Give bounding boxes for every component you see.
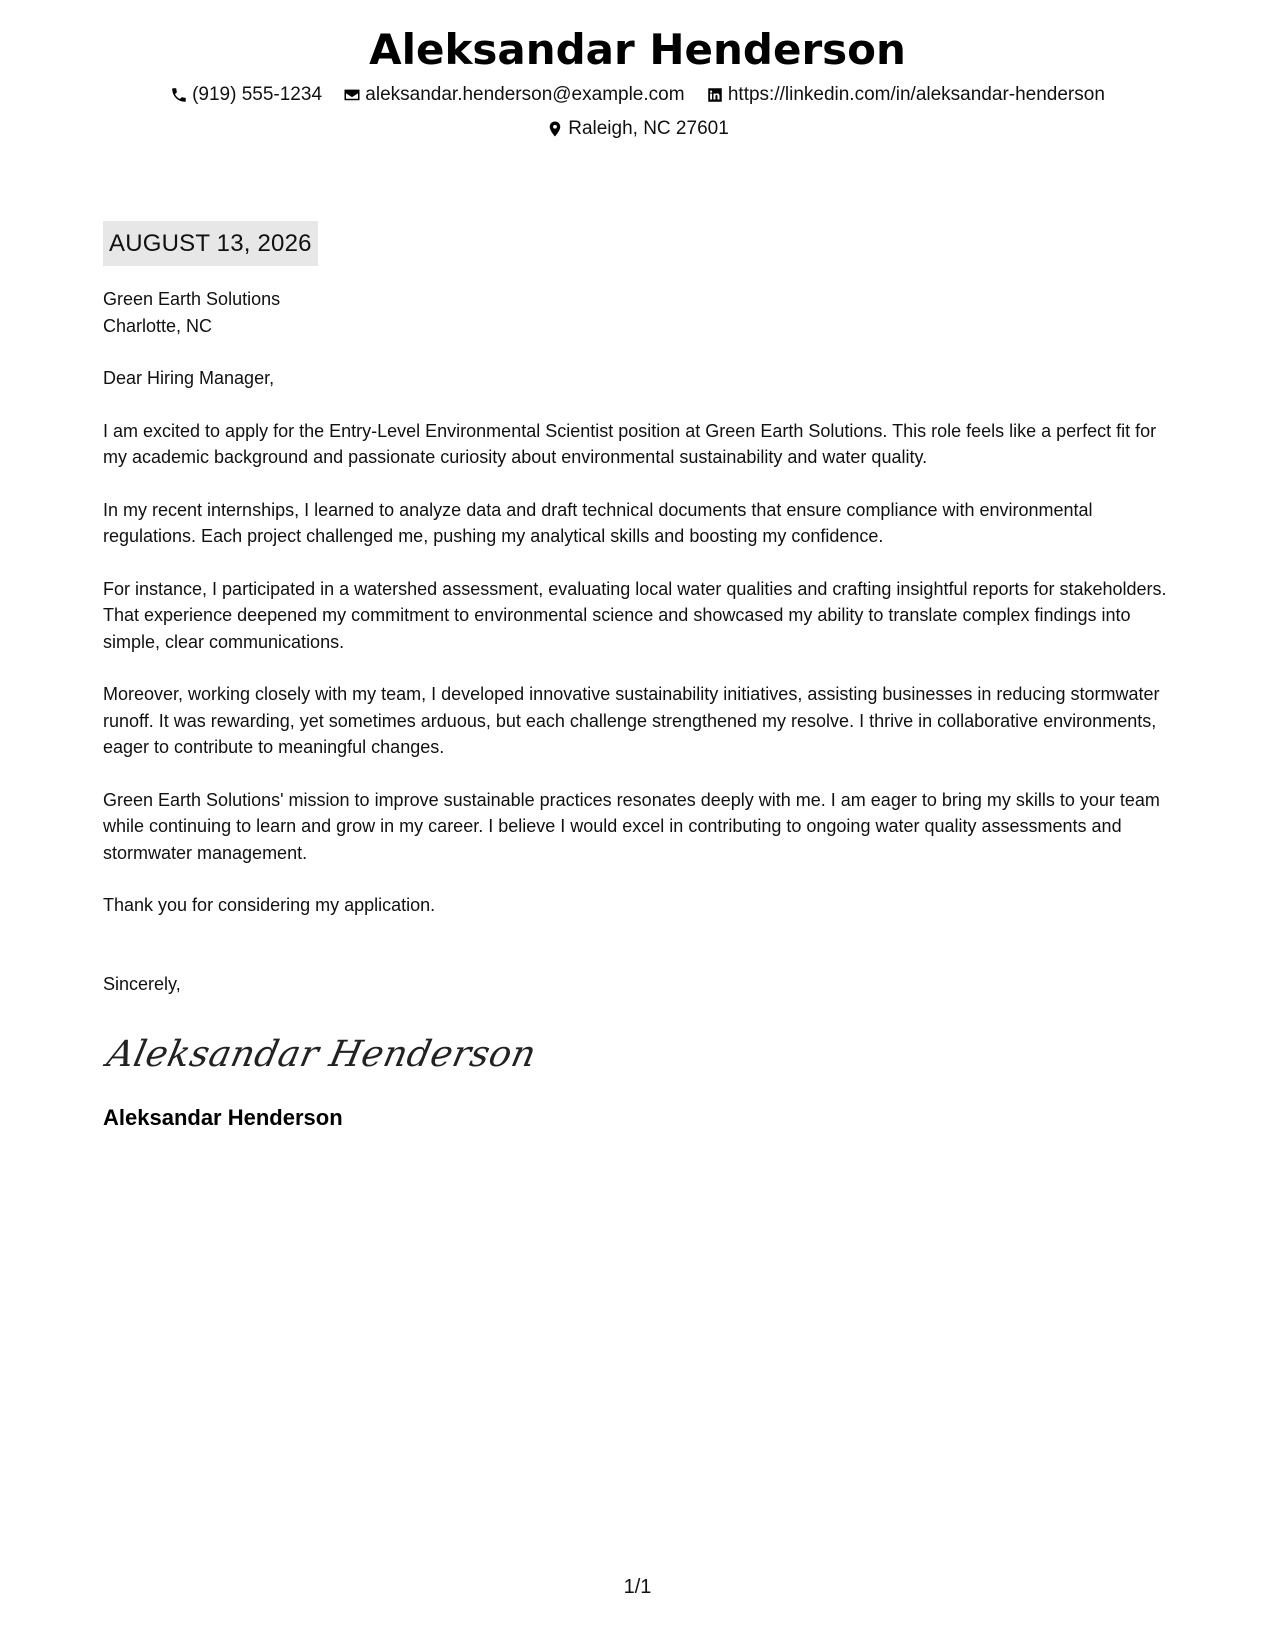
- envelope-icon: [343, 86, 361, 104]
- contact-linkedin[interactable]: [706, 80, 1105, 110]
- paragraph: For instance, I participated in a watershed assessment, evaluating local water qualities and crafting insightful reports for stakeholders. That experience deepened my commitment to environmental science and showcased my ability to translate complex findings into simple, clear communications.: [103, 578, 1167, 652]
- paragraph: In my recent internships, I learned to analyze data and draft technical documents that ensure compliance with environmental regulations. Each project challenged me, pushing my analytical skills and boosting my confidence.: [103, 499, 1093, 546]
- applicant-name: Aleksandar Henderson: [369, 25, 906, 74]
- phone-icon: [170, 86, 188, 104]
- letter-date: AUGUST 13, 2026: [103, 221, 318, 266]
- paragraph: I am excited to apply for the Entry-Level Environmental Scientist position at Green Earth Solutions. This role feels like a perfect fit for my academic background and passionate curiosity about environmental sustainability and water quality.: [103, 420, 1157, 467]
- letter-header: [0, 22, 1275, 148]
- map-marker-icon: [546, 120, 564, 138]
- linkedin-text[interactable]: https://linkedin.com/in/aleksandar-henderson: [727, 84, 1105, 105]
- handwritten-signature: Aleksandar Henderson: [103, 1034, 540, 1075]
- email-text[interactable]: aleksandar.henderson@example.com: [365, 84, 685, 105]
- salutation: Dear Hiring Manager,: [103, 368, 275, 388]
- contact-row: [0, 80, 1275, 114]
- signed-name: Aleksandar Henderson: [103, 1105, 343, 1130]
- contact-location: [546, 114, 729, 144]
- letter-body: [103, 286, 1183, 1133]
- recipient-company: Green Earth Solutions: [103, 289, 281, 309]
- paragraph: Green Earth Solutions' mission to improve sustainable practices resonates deeply with me. I am eager to bring my skills to your team while continuing to learn and grow in my career. I believe I would excel in contributing to ongoing water quality assessments and stormwater management.: [103, 789, 1160, 863]
- recipient-block: [103, 286, 1183, 339]
- paragraph: Moreover, working closely with my team, I developed innovative sustainability initiatives, assisting businesses in reducing stormwater runoff. It was rewarding, yet sometimes arduous, but each challenge strengthened my resolve. I thrive in collaborative environments, eager to contribute to meaningful changes.: [103, 684, 1160, 757]
- page-number: 1/1: [623, 1576, 652, 1598]
- contact-row-location: [0, 114, 1275, 148]
- phone-text: (919) 555-1234: [192, 84, 323, 105]
- closing: Sincerely,: [103, 973, 181, 994]
- linkedin-icon: [706, 86, 724, 104]
- location-text: Raleigh, NC 27601: [568, 118, 729, 139]
- recipient-city: Charlotte, NC: [103, 315, 213, 336]
- paragraph: Thank you for considering my application.: [103, 895, 436, 915]
- contact-email[interactable]: [343, 80, 684, 110]
- contact-phone: [170, 80, 322, 110]
